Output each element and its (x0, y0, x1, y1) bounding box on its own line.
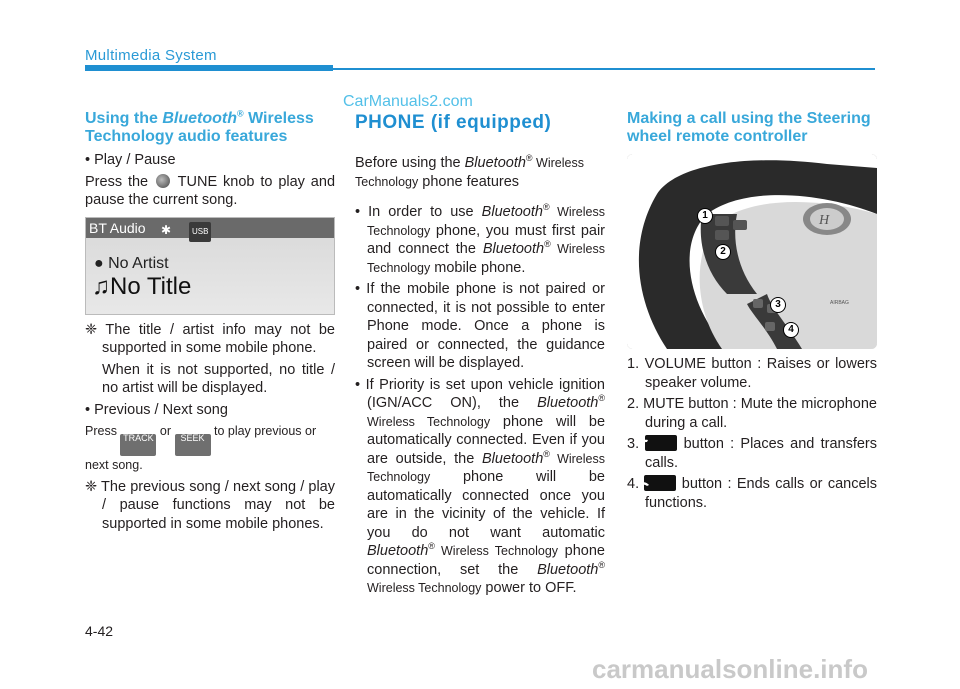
note-prev-next: ❈ The previous song / next song / play / pause functions may not be supported in some mobile phones. (85, 478, 335, 532)
header-title: Multimedia System (85, 47, 217, 64)
note-title-artist-cont: When it is not supported, no title / no artist will be displayed. (102, 361, 335, 396)
seek-key-icon: SEEK (175, 434, 211, 456)
usb-badge: USB (189, 222, 211, 243)
call-button-icon (645, 435, 677, 451)
watermark-top[interactable]: CarManuals2.com (343, 93, 473, 110)
item-mute: 2. MUTE button : Mute the microphone during a call. (627, 396, 877, 431)
column-bt-audio (85, 110, 335, 536)
page-number: 4-42 (85, 623, 114, 639)
music-note-icon: ♫ (92, 272, 110, 300)
column-steering (627, 110, 877, 515)
person-icon: ● (94, 254, 104, 272)
note-title-artist: ❈ The title / artist info may not be supported in some mobile phone. (85, 321, 335, 356)
steering-wheel-illustration (627, 154, 877, 349)
header-bar-thick (85, 65, 333, 71)
callout-4: 4 (783, 322, 799, 338)
screen-artist: ● No Artist (94, 254, 169, 272)
bt-audio-screen (85, 217, 335, 315)
watermark-bottom[interactable]: carmanualsonline.info (592, 654, 868, 684)
callout-2: 2 (715, 244, 731, 260)
bullet-priority: • If Priority is set upon vehicle ignition (IGN/ACC ON), the Bluetooth® Wireless Technology phone will be automatically connected. Even if you are outside, the Bluetooth® Wireless Technology phone will be automatically connected once you are in the vicinity of the vehicle. If you do not want automatic Bluetooth® Wireless Technology phone connection, set the Bluetooth® Wireless Technology power to OFF. (355, 376, 606, 596)
play-pause-text: Press the TUNE knob to play and pause the current song. (85, 173, 336, 208)
tune-knob-icon (156, 174, 170, 188)
item-volume: 1. VOLUME button : Raises or lowers speaker volume. (627, 356, 877, 391)
bullet-pair-connect: • In order to use Bluetooth® Wireless Technology phone, you must first pair and connect the Bluetooth® Wireless Technology mobile phone. (355, 202, 605, 276)
svg-text:AIRBAG: AIRBAG (830, 300, 849, 306)
screen-song: ♫No Title (92, 272, 192, 300)
track-key-icon: TRACK (120, 434, 156, 456)
header-bar-thin (333, 68, 875, 70)
bluetooth-icon: ✱ (161, 222, 172, 237)
phone-intro: Before using the Bluetooth® Wireless Technology phone features (355, 153, 584, 190)
callout-1: 1 (697, 208, 713, 224)
bt-audio-heading: Using the Bluetooth® Wireless Technology audio features (85, 108, 314, 145)
prev-next-text: Press TRACK or SEEK to play previous or next song. (85, 424, 317, 472)
phone-heading: PHONE (if equipped) (355, 112, 552, 133)
end-call-button-icon (644, 475, 676, 491)
steering-heading: Making a call using the Steering wheel remote controller (627, 110, 871, 145)
column-phone (355, 110, 605, 601)
play-pause-bullet: • Play / Pause (85, 152, 176, 168)
bullet-not-paired: • If the mobile phone is not paired or connected, it is not possible to enter Phone mode. Once a phone is paired or connected, the guidance screen will be displayed. (355, 281, 605, 371)
steering-wheel-image (627, 154, 877, 349)
svg-text:H: H (819, 213, 830, 228)
prev-next-bullet: • Previous / Next song (85, 401, 228, 418)
callout-3: 3 (770, 297, 786, 313)
item-call: button : Places and transfers calls. (627, 435, 877, 472)
item-end: button : Ends calls or cancels functions. (627, 475, 877, 512)
screen-title: BT Audio (89, 219, 146, 236)
